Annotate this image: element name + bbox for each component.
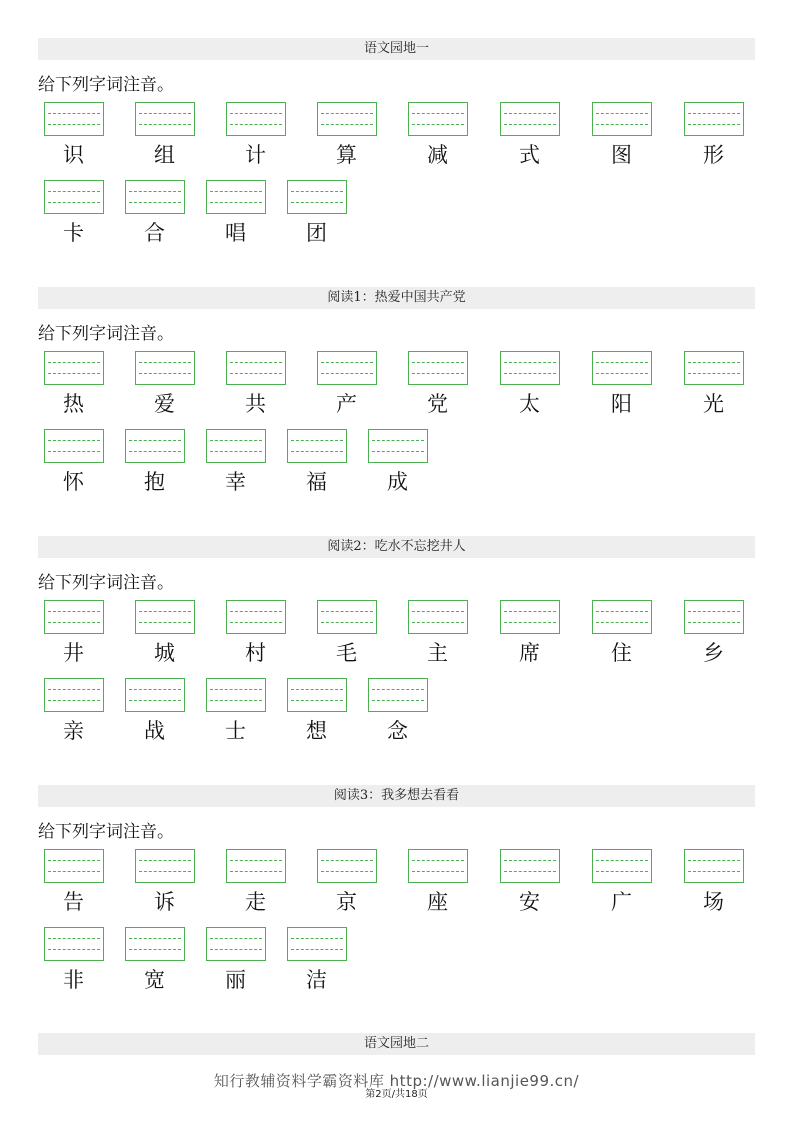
hanzi-char: 阳 [611, 392, 632, 416]
guide-line [688, 860, 740, 861]
pinyin-box[interactable] [500, 849, 560, 883]
section-title: 语文园地一 [38, 38, 755, 60]
pinyin-box[interactable] [226, 849, 286, 883]
guide-line [321, 871, 373, 872]
guide-line [48, 440, 100, 441]
pinyin-box[interactable] [408, 600, 468, 634]
guide-line [688, 113, 740, 114]
char-cell [678, 102, 742, 176]
pinyin-box[interactable] [44, 429, 104, 463]
char-cell [586, 849, 650, 923]
hanzi-char: 热 [63, 392, 84, 416]
guide-line [291, 949, 343, 950]
hanzi-char: 式 [519, 143, 540, 167]
hanzi-char: 太 [519, 392, 540, 416]
guide-line [129, 700, 181, 701]
guide-line [504, 622, 556, 623]
section-title: 语文园地二 [38, 1033, 755, 1055]
guide-line [48, 860, 100, 861]
guide-line [504, 871, 556, 872]
hanzi-char: 告 [63, 890, 84, 914]
char-row [38, 102, 755, 180]
hanzi-char: 席 [519, 641, 540, 665]
guide-line [596, 860, 648, 861]
hanzi-char: 成 [387, 470, 408, 494]
char-cell [38, 429, 102, 503]
pinyin-grid [38, 102, 755, 258]
hanzi-char: 士 [225, 719, 246, 743]
pinyin-box[interactable] [317, 102, 377, 136]
guide-line [210, 451, 262, 452]
hanzi-char: 产 [336, 392, 357, 416]
guide-line [688, 362, 740, 363]
guide-line [129, 440, 181, 441]
char-cell [494, 102, 558, 176]
char-cell [311, 102, 375, 176]
char-cell [402, 600, 466, 674]
guide-line [210, 949, 262, 950]
pinyin-box[interactable] [125, 180, 185, 214]
guide-line [412, 362, 464, 363]
section-2 [38, 287, 755, 507]
guide-line [230, 860, 282, 861]
pinyin-box[interactable] [44, 102, 104, 136]
pinyin-box[interactable] [592, 351, 652, 385]
hanzi-char: 住 [611, 641, 632, 665]
pinyin-box[interactable] [135, 600, 195, 634]
pinyin-box[interactable] [206, 927, 266, 961]
guide-line [48, 362, 100, 363]
guide-line [129, 451, 181, 452]
guide-line [372, 689, 424, 690]
guide-line [48, 113, 100, 114]
char-cell [220, 351, 284, 425]
pinyin-box[interactable] [408, 849, 468, 883]
pinyin-box[interactable] [125, 429, 185, 463]
footer-watermark: 知行教辅资料学霸资料库 http://www.lianjie99.cn/ [213, 1072, 580, 1090]
hanzi-char: 乡 [703, 641, 724, 665]
guide-line [321, 113, 373, 114]
guide-line [48, 938, 100, 939]
section-4 [38, 785, 755, 1005]
guide-line [139, 113, 191, 114]
pinyin-box[interactable] [500, 600, 560, 634]
guide-line [321, 362, 373, 363]
guide-line [596, 373, 648, 374]
char-row [38, 600, 755, 678]
guide-line [688, 373, 740, 374]
pinyin-box[interactable] [287, 180, 347, 214]
char-cell [402, 351, 466, 425]
hanzi-char: 毛 [336, 641, 357, 665]
char-cell [129, 102, 193, 176]
guide-line [412, 611, 464, 612]
char-cell [38, 678, 102, 752]
char-cell [119, 927, 183, 1001]
char-cell [678, 849, 742, 923]
char-row [38, 180, 755, 258]
char-cell [38, 849, 102, 923]
pinyin-box[interactable] [368, 429, 428, 463]
pinyin-box[interactable] [226, 351, 286, 385]
guide-line [139, 860, 191, 861]
pinyin-box[interactable] [206, 678, 266, 712]
guide-line [230, 362, 282, 363]
pinyin-grid [38, 849, 755, 1005]
guide-line [596, 611, 648, 612]
guide-line [139, 871, 191, 872]
char-cell [311, 351, 375, 425]
char-cell [129, 351, 193, 425]
pinyin-box[interactable] [684, 849, 744, 883]
hanzi-char: 场 [703, 890, 724, 914]
hanzi-char: 怀 [63, 470, 84, 494]
char-row [38, 927, 755, 1005]
guide-line [230, 622, 282, 623]
char-cell [402, 102, 466, 176]
char-cell [200, 429, 264, 503]
instruction: 给下列字词注音。 [38, 75, 174, 95]
guide-line [504, 373, 556, 374]
guide-line [504, 124, 556, 125]
pinyin-box[interactable] [592, 102, 652, 136]
section-title: 阅读1：热爱中国共产党 [38, 287, 755, 309]
guide-line [129, 202, 181, 203]
hanzi-char: 减 [427, 143, 448, 167]
char-cell [200, 927, 264, 1001]
guide-line [291, 451, 343, 452]
guide-line [210, 700, 262, 701]
hanzi-char: 京 [336, 890, 357, 914]
pinyin-box[interactable] [684, 351, 744, 385]
guide-line [688, 124, 740, 125]
pinyin-box[interactable] [317, 600, 377, 634]
pinyin-box[interactable] [125, 678, 185, 712]
pinyin-box[interactable] [125, 927, 185, 961]
pinyin-box[interactable] [287, 429, 347, 463]
guide-line [504, 860, 556, 861]
guide-line [596, 871, 648, 872]
pinyin-box[interactable] [408, 102, 468, 136]
guide-line [596, 622, 648, 623]
guide-line [139, 124, 191, 125]
pinyin-box[interactable] [287, 678, 347, 712]
guide-line [321, 622, 373, 623]
guide-line [48, 124, 100, 125]
hanzi-char: 合 [144, 221, 165, 245]
char-row [38, 429, 755, 507]
pinyin-box[interactable] [44, 678, 104, 712]
hanzi-char: 团 [306, 221, 327, 245]
hanzi-char: 党 [427, 392, 448, 416]
char-cell [220, 600, 284, 674]
char-cell [402, 849, 466, 923]
char-cell [281, 180, 345, 254]
char-row [38, 849, 755, 927]
char-cell [362, 678, 426, 752]
char-row [38, 351, 755, 429]
hanzi-char: 图 [611, 143, 632, 167]
char-cell [129, 849, 193, 923]
char-cell [38, 102, 102, 176]
hanzi-char: 走 [245, 890, 266, 914]
char-cell [119, 429, 183, 503]
guide-line [230, 871, 282, 872]
section-header-next [38, 1033, 755, 1055]
guide-line [504, 113, 556, 114]
guide-line [230, 373, 282, 374]
hanzi-char: 幸 [225, 470, 246, 494]
pinyin-box[interactable] [684, 600, 744, 634]
instruction: 给下列字词注音。 [38, 822, 174, 842]
hanzi-char: 抱 [144, 470, 165, 494]
hanzi-char: 安 [519, 890, 540, 914]
pinyin-box[interactable] [592, 849, 652, 883]
hanzi-char: 爱 [154, 392, 175, 416]
char-cell [281, 429, 345, 503]
guide-line [688, 871, 740, 872]
char-cell [38, 600, 102, 674]
guide-line [139, 373, 191, 374]
char-cell [586, 600, 650, 674]
char-cell [38, 927, 102, 1001]
guide-line [596, 124, 648, 125]
guide-line [596, 113, 648, 114]
pinyin-box[interactable] [592, 600, 652, 634]
guide-line [48, 373, 100, 374]
guide-line [504, 362, 556, 363]
guide-line [372, 700, 424, 701]
pinyin-box[interactable] [684, 102, 744, 136]
pinyin-box[interactable] [44, 849, 104, 883]
guide-line [48, 689, 100, 690]
hanzi-char: 组 [154, 143, 175, 167]
pinyin-box[interactable] [44, 351, 104, 385]
char-cell [38, 351, 102, 425]
guide-line [48, 611, 100, 612]
hanzi-char: 福 [306, 470, 327, 494]
pinyin-box[interactable] [44, 927, 104, 961]
hanzi-char: 主 [427, 641, 448, 665]
guide-line [48, 949, 100, 950]
guide-line [210, 689, 262, 690]
guide-line [291, 689, 343, 690]
pinyin-box[interactable] [287, 927, 347, 961]
char-cell [311, 849, 375, 923]
guide-line [688, 611, 740, 612]
char-cell [311, 600, 375, 674]
guide-line [230, 124, 282, 125]
hanzi-char: 诉 [154, 890, 175, 914]
guide-line [596, 362, 648, 363]
char-cell [494, 351, 558, 425]
guide-line [321, 373, 373, 374]
pinyin-box[interactable] [135, 351, 195, 385]
char-cell [281, 927, 345, 1001]
char-cell [586, 102, 650, 176]
char-cell [200, 180, 264, 254]
guide-line [291, 202, 343, 203]
guide-line [291, 700, 343, 701]
pinyin-box[interactable] [135, 102, 195, 136]
guide-line [139, 611, 191, 612]
guide-line [210, 938, 262, 939]
guide-line [321, 860, 373, 861]
hanzi-char: 非 [63, 968, 84, 992]
guide-line [48, 202, 100, 203]
char-cell [678, 351, 742, 425]
hanzi-char: 识 [63, 143, 84, 167]
char-row [38, 678, 755, 756]
hanzi-char: 光 [703, 392, 724, 416]
hanzi-char: 城 [154, 641, 175, 665]
char-cell [494, 600, 558, 674]
guide-line [48, 700, 100, 701]
hanzi-char: 想 [306, 719, 327, 743]
pinyin-box[interactable] [44, 600, 104, 634]
guide-line [210, 191, 262, 192]
pinyin-box[interactable] [317, 351, 377, 385]
char-cell [119, 678, 183, 752]
hanzi-char: 丽 [225, 968, 246, 992]
hanzi-char: 井 [63, 641, 84, 665]
instruction: 给下列字词注音。 [38, 573, 174, 593]
section-3 [38, 536, 755, 756]
char-cell [200, 678, 264, 752]
pinyin-box[interactable] [317, 849, 377, 883]
guide-line [372, 440, 424, 441]
guide-line [129, 949, 181, 950]
pinyin-box[interactable] [368, 678, 428, 712]
guide-line [48, 871, 100, 872]
hanzi-char: 村 [245, 641, 266, 665]
guide-line [210, 440, 262, 441]
guide-line [504, 611, 556, 612]
hanzi-char: 宽 [144, 968, 165, 992]
hanzi-char: 卡 [63, 221, 84, 245]
hanzi-char: 亲 [63, 719, 84, 743]
guide-line [412, 113, 464, 114]
hanzi-char: 座 [427, 890, 448, 914]
guide-line [129, 191, 181, 192]
hanzi-char: 计 [245, 143, 266, 167]
guide-line [412, 373, 464, 374]
guide-line [688, 622, 740, 623]
pinyin-grid [38, 351, 755, 507]
guide-line [129, 938, 181, 939]
pinyin-box[interactable] [226, 102, 286, 136]
guide-line [129, 689, 181, 690]
guide-line [412, 860, 464, 861]
char-cell [38, 180, 102, 254]
hanzi-char: 战 [144, 719, 165, 743]
guide-line [291, 938, 343, 939]
pinyin-box[interactable] [408, 351, 468, 385]
pinyin-box[interactable] [206, 429, 266, 463]
section-title: 阅读2：吃水不忘挖井人 [38, 536, 755, 558]
hanzi-char: 洁 [306, 968, 327, 992]
hanzi-char: 形 [703, 143, 724, 167]
guide-line [372, 451, 424, 452]
char-cell [678, 600, 742, 674]
char-cell [119, 180, 183, 254]
char-cell [586, 351, 650, 425]
guide-line [412, 871, 464, 872]
page-number: 第2页/共18页 [365, 1089, 428, 1100]
guide-line [291, 440, 343, 441]
guide-line [412, 622, 464, 623]
guide-line [230, 611, 282, 612]
char-cell [362, 429, 426, 503]
guide-line [139, 362, 191, 363]
char-cell [129, 600, 193, 674]
guide-line [48, 191, 100, 192]
hanzi-char: 共 [245, 392, 266, 416]
pinyin-box[interactable] [226, 600, 286, 634]
pinyin-grid [38, 600, 755, 756]
pinyin-box[interactable] [44, 180, 104, 214]
hanzi-char: 算 [336, 143, 357, 167]
guide-line [48, 622, 100, 623]
char-cell [281, 678, 345, 752]
pinyin-box[interactable] [500, 102, 560, 136]
section-title: 阅读3：我多想去看看 [38, 785, 755, 807]
guide-line [321, 611, 373, 612]
guide-line [48, 451, 100, 452]
pinyin-box[interactable] [500, 351, 560, 385]
guide-line [139, 622, 191, 623]
section-1 [38, 38, 755, 258]
instruction: 给下列字词注音。 [38, 324, 174, 344]
char-cell [220, 102, 284, 176]
hanzi-char: 念 [387, 719, 408, 743]
guide-line [412, 124, 464, 125]
guide-line [210, 202, 262, 203]
guide-line [291, 191, 343, 192]
pinyin-box[interactable] [135, 849, 195, 883]
guide-line [321, 124, 373, 125]
guide-line [230, 113, 282, 114]
hanzi-char: 广 [611, 890, 632, 914]
char-cell [220, 849, 284, 923]
pinyin-box[interactable] [206, 180, 266, 214]
hanzi-char: 唱 [225, 221, 246, 245]
char-cell [494, 849, 558, 923]
